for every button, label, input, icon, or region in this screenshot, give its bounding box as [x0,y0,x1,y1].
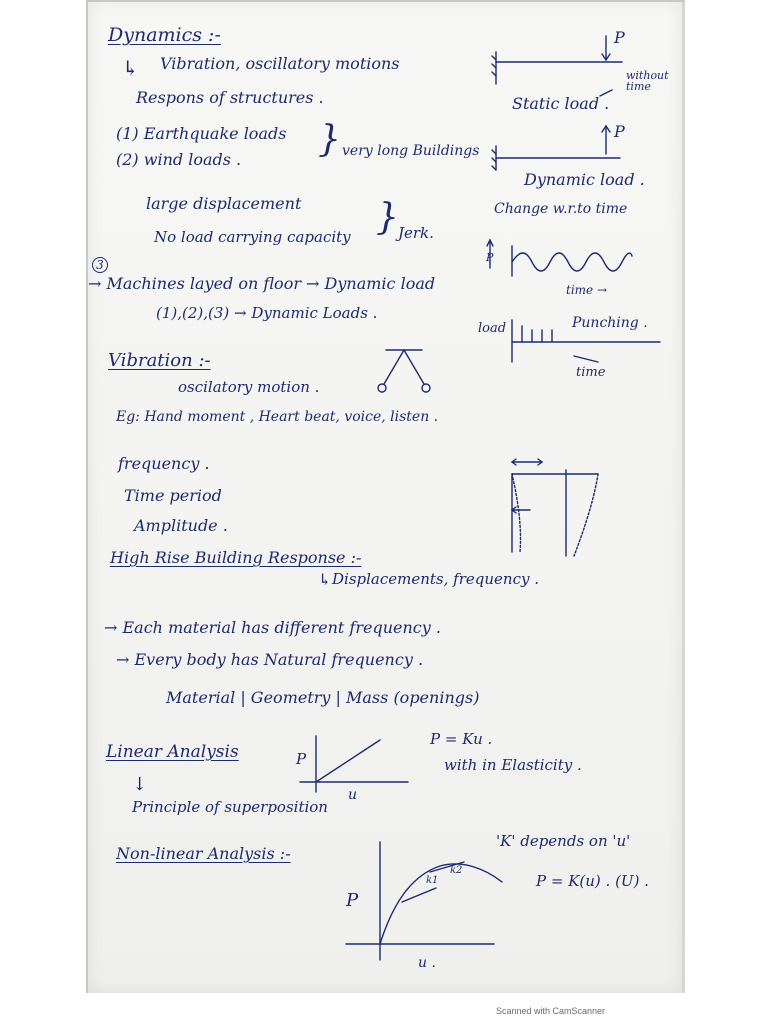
tangent-label: k1 [426,875,439,886]
note-line: Respons of structures . [136,88,324,107]
diagram-label: Dynamic load . [524,170,645,189]
pendulum-diagram [378,350,430,392]
load-label: P [614,28,625,47]
arrow-icon: ↳ [318,570,332,589]
axis-label: u . [418,955,436,971]
circled-number: 3 [92,257,108,273]
note-line: → Machines layed on floor → Dynamic load [88,274,436,293]
axis-label: load [478,321,507,336]
brace-icon: } [318,119,341,160]
note-line: (1) Earthquake loads [116,124,287,143]
heading-linear-analysis: Linear Analysis [106,742,239,762]
equation: P = K(u) . (U) . [536,872,649,890]
arrow-icon: ↳ [122,56,139,80]
note-line: Vibration, oscillatory motions [160,54,400,73]
axis-label: time → [566,283,608,297]
note-line: Displacements, frequency . [332,570,539,588]
note-line: → Every body has Natural frequency . [116,650,424,669]
axis-label: P [296,750,307,768]
note-line: (2) wind loads . [116,150,242,169]
diagram-label: Change w.r.to time [494,201,628,217]
time-varying-wave [487,240,632,276]
load-label: P [614,122,625,141]
note-line: (1),(2),(3) → Dynamic Loads . [156,304,378,322]
note-line: No load carrying capacity [154,228,351,246]
note-line: frequency . [118,454,210,473]
building-displacement-diagram [512,459,598,556]
brace-icon: } [376,197,399,238]
axis-label: u [348,787,358,803]
tangent-label: k2 [450,865,463,876]
note-line: → Each material has different frequency . [104,618,441,637]
note-line: Jerk. [398,224,434,242]
static-load-diagram [492,36,622,96]
annotation: without time [626,69,669,93]
note-line: Amplitude . [134,516,228,535]
axis-label: P [346,890,359,911]
nonlinear-graph [346,842,502,960]
heading-nonlinear-analysis: Non-linear Analysis :- [116,844,291,863]
heading-dynamics: Dynamics :- [108,24,221,46]
diagram-label: Static load . [512,94,610,113]
note-line: very long Buildings [342,143,480,159]
arrow-icon: ↓ [132,774,148,795]
note-line: large displacement [146,194,302,213]
heading-vibration: Vibration :- [108,350,211,371]
note-line: Material | Geometry | Mass (openings) [166,688,480,707]
axis-label: P [486,251,494,264]
note-line: oscilatory motion . [178,378,320,396]
note-line: Time period [124,486,222,505]
equation: P = Ku . [430,730,493,748]
note-line: Principle of superposition [132,798,328,816]
note-line: Eg: Hand moment , Heart beat, voice, listen . [116,409,439,425]
axis-label: time [576,365,606,380]
note-line: with in Elasticity . [444,756,582,774]
linear-graph [300,736,408,792]
scanner-watermark: Scanned with CamScanner [496,1006,606,1016]
note-line: 'K' depends on 'u' [496,832,631,850]
heading-high-rise: High Rise Building Response :- [110,548,362,567]
dynamic-load-diagram [492,126,620,170]
diagram-label: Punching . [572,315,648,331]
